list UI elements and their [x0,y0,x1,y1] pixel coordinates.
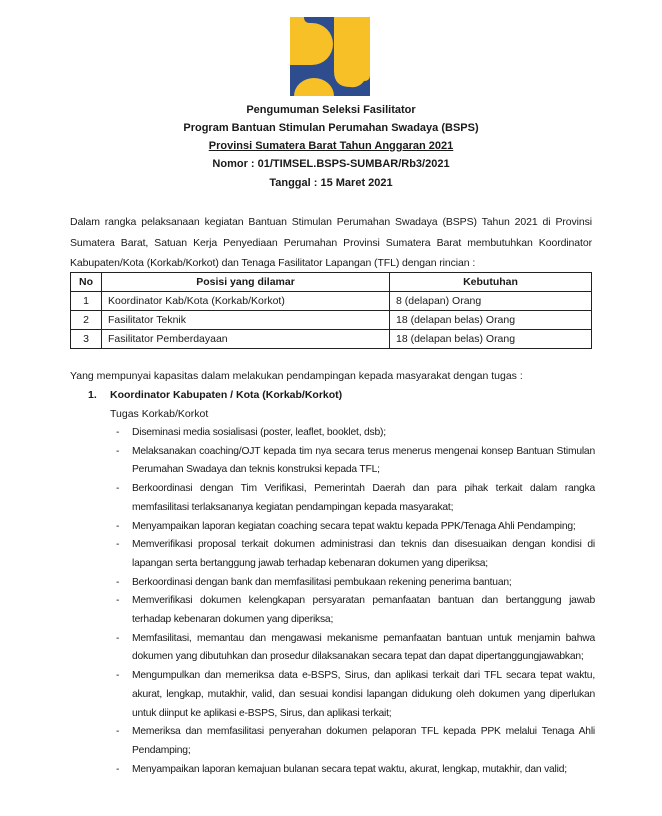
document-number: Nomor : 01/TIMSEL.BSPS-SUMBAR/Rb3/2021 [212,158,450,170]
list-item [110,667,595,723]
cell-position: Fasilitator Pemberdayaan [102,330,390,349]
list-item [110,574,595,593]
list-item [110,630,595,667]
list-item-text: Mengumpulkan dan memeriksa data e-BSPS, Sirus, dan aplikasi terkait dari TFL secara tepat waktu, akurat, lengkap, mutakhir, valid, dan sesuai kondisi lapangan didukung oleh dokumen yang diperlukan untuk diinput ke aplikasi e-BSPS, Sirus, dan aplikasi terkait; [132,670,595,719]
cell-no: 2 [71,311,102,330]
table-row [71,311,592,330]
section-number: 1. [88,389,97,401]
list-item-text: Melaksanakan coaching/OJT kepada tim nya secara terus menerus mengenai konsep Bantuan Stimulan Perumahan Swadaya dan teknis konstruksi kepada TFL; [132,445,595,476]
cell-position: Fasilitator Teknik [102,311,390,330]
column-header-need: Kebutuhan [390,273,592,292]
bullet-dash: - [116,483,120,495]
list-item [110,536,595,573]
list-item [110,592,595,629]
bullet-dash: - [116,520,120,532]
list-item-text: Menyampaikan laporan kegiatan coaching secara tepat waktu kepada PPK/Tenaga Ahli Pendamping; [132,520,576,532]
bullet-dash: - [116,539,120,551]
list-item [110,723,595,760]
table-row [71,292,592,311]
announcement-title: Pengumuman Seleksi Fasilitator [246,104,416,116]
section-title: Koordinator Kabupaten / Kota (Korkab/Korkot) [110,389,343,401]
tasks-intro: Yang mempunyai kapasitas dalam melakukan pendampingan kepada masyarakat dengan tugas : [70,370,523,382]
section-heading [88,389,342,401]
bullet-dash: - [116,726,120,738]
province-year-title: Provinsi Sumatera Barat Tahun Anggaran 2021 [208,140,454,152]
list-item-text: Memverifikasi proposal terkait dokumen administrasi dan teknis dan disesuaikan dengan kondisi di lapangan serta bertanggung jawab terhadap kebenaran dokumen yang diperiksa; [132,539,595,569]
cell-need: 8 (delapan) Orang [390,292,592,311]
bullet-dash: - [116,427,120,438]
list-item-text: Memverifikasi dokumen kelengkapan persyaratan pemanfaatan bantuan dan bertanggung jawab terhadap kebenaran dokumen yang diperiksa; [132,595,595,626]
list-item [110,443,595,480]
cell-no: 1 [71,292,102,311]
column-header-no: No [71,273,102,292]
pupr-logo [290,17,370,96]
bullet-dash: - [116,632,120,644]
table-header-row [71,273,592,292]
bullet-dash: - [116,595,120,607]
list-item [110,480,595,517]
list-item [110,761,595,780]
list-item-text: Berkoordinasi dengan Tim Verifikasi, Pemerintah Daerah dan para pihak terkait dalam rangka memfasilitasi terlaksananya kegiatan pendampingan kepada masyarakat; [132,483,595,513]
list-item-text: Berkoordinasi dengan bank dan memfasilitasi pembukaan rekening penerima bantuan; [132,576,512,588]
list-item-text: Diseminasi media sosialisasi (poster, leaflet, booklet, dsb); [132,427,386,438]
cell-no: 3 [71,330,102,349]
section-subheading: Tugas Korkab/Korkot [110,408,209,420]
task-list [110,424,595,779]
bullet-dash: - [116,445,120,457]
cell-need: 18 (delapan belas) Orang [390,330,592,349]
list-item-text: Menyampaikan laporan kemajuan bulanan secara tepat waktu, akurat, lengkap, mutakhir, dan valid; [132,763,567,775]
bullet-dash: - [116,670,120,682]
cell-position: Koordinator Kab/Kota (Korkab/Korkot) [102,292,390,311]
document-date: Tanggal : 15 Maret 2021 [269,177,393,189]
column-header-position: Posisi yang dilamar [102,273,390,292]
bullet-dash: - [116,763,120,775]
list-item [110,518,595,537]
positions-table [70,272,592,349]
bullet-dash: - [116,576,120,588]
cell-need: 18 (delapan belas) Orang [390,311,592,330]
intro-paragraph: Dalam rangka pelaksanaan kegiatan Bantuan Stimulan Perumahan Swadaya (BSPS) Tahun 2021 di Provinsi Sumatera Barat, Satuan Kerja Penyediaan Perumahan Provinsi Sumatera Barat membutuhkan Koordinator Kabupaten/Kota (Korkab/Korkot) dan Tenaga Fasilitator Lapangan (TFL) dengan rincian : [70,216,592,269]
list-item [110,424,595,443]
table-row [71,330,592,349]
list-item-text: Memeriksa dan memfasilitasi penyerahan dokumen pelaporan TFL kepada PPK melalui Tenaga Ahli Pendamping; [132,726,595,756]
program-title: Program Bantuan Stimulan Perumahan Swadaya (BSPS) [183,122,479,134]
list-item-text: Memfasilitasi, memantau dan mengawasi mekanisme pemanfaatan bantuan untuk menjamin bahwa dokumen yang dibutuhkan dan prosedur dilaksanakan secara tepat dan dapat dipertanggungjawabkan; [132,632,595,663]
